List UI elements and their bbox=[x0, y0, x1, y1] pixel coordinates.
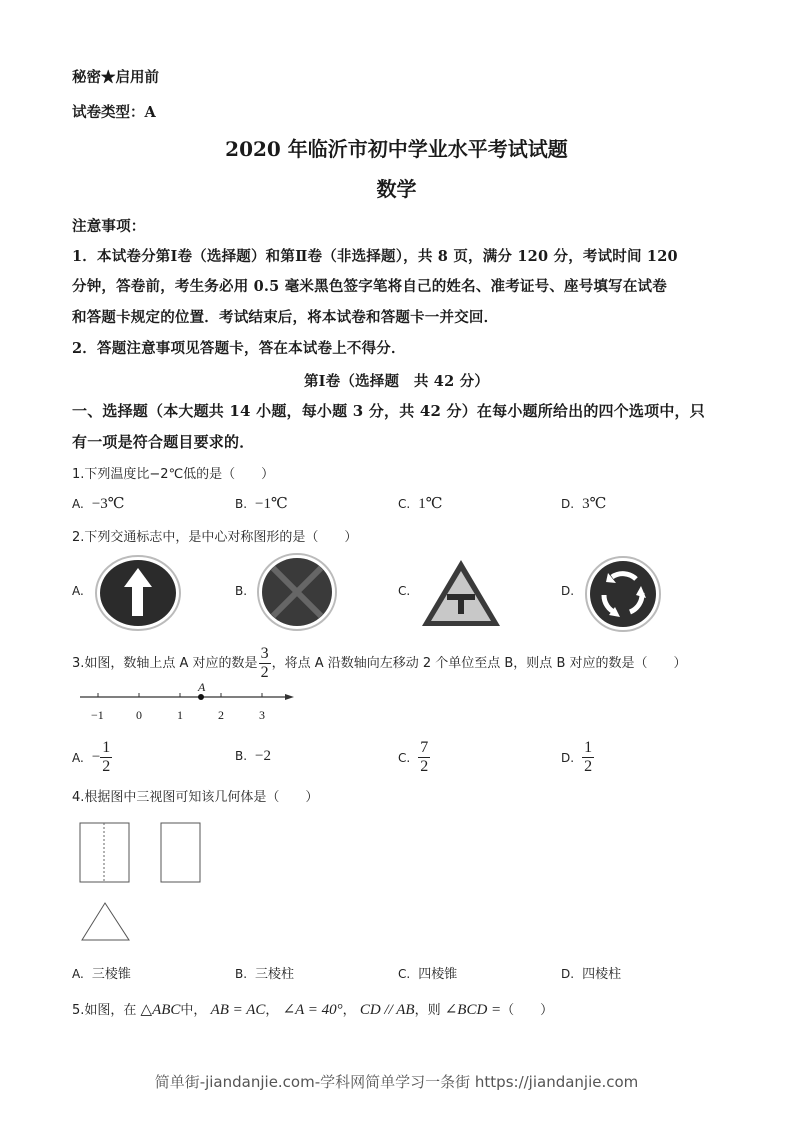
notes-line-4: 2．答题注意事项见答题卡，答在本试卷上不得分． bbox=[72, 340, 406, 357]
fraction: $\frac{1}{2}$ bbox=[584, 739, 593, 775]
q2-option-c[interactable]: C. bbox=[398, 584, 411, 598]
subject-title: 数学 bbox=[376, 177, 417, 201]
tick-label: 3 bbox=[259, 708, 265, 722]
question-4-stem: 4.根据图中三视图可知该几何体是（ ） bbox=[72, 790, 319, 805]
q2-option-a[interactable]: A. bbox=[72, 584, 84, 598]
section-title: 第Ⅰ卷（选择题 共 42 分） bbox=[303, 373, 490, 390]
q4-option-d[interactable]: D. 四棱柱 bbox=[561, 967, 622, 982]
number-line-figure bbox=[78, 680, 298, 725]
q3-option-c[interactable]: C. $\frac{7}{2}$ bbox=[398, 739, 429, 775]
question-1-stem: 1.下列温度比−2℃低的是（ ） bbox=[72, 467, 275, 482]
question-3-stem: 3.如图，数轴上点 A 对应的数是 $\frac{3}{2}$ ，将点 A 沿数轴向左移动 2 个单位至点 B，则点 B 对应的数是（ ） bbox=[72, 645, 687, 681]
fraction: $\frac{1}{2}$ bbox=[102, 739, 111, 775]
q2-option-d[interactable]: D. bbox=[561, 584, 575, 598]
tick-label: −1 bbox=[91, 708, 104, 722]
q3-option-b[interactable]: B. −2 bbox=[235, 748, 272, 764]
section-instruction-2: 有一项是符合题目要求的． bbox=[72, 433, 255, 451]
point-a-label: A bbox=[198, 680, 206, 694]
straight-ahead-sign-icon bbox=[93, 554, 183, 632]
q1-option-c[interactable]: C. 1℃ bbox=[398, 496, 443, 512]
roundabout-sign-icon bbox=[584, 555, 662, 633]
q3-option-d[interactable]: D. $\frac{1}{2}$ bbox=[561, 739, 593, 775]
exam-title: 2020 年临沂市初中学业水平考试试题 bbox=[225, 137, 568, 161]
question-5-stem: 5.如图，在 △ABC中， AB = AC， ∠A = 40°， CD // AB，则 ∠BCD =（ ） bbox=[72, 1002, 554, 1018]
q4-option-b[interactable]: B. 三棱柱 bbox=[235, 967, 295, 982]
notes-heading: 注意事项： bbox=[72, 218, 146, 235]
tick-label: 0 bbox=[136, 708, 142, 722]
notes-line-3: 和答题卡规定的位置．考试结束后，将本试卷和答题卡一并交回． bbox=[72, 309, 499, 326]
secret-label: 秘密★启用前 bbox=[72, 69, 159, 86]
footer-watermark: 简单街-jiandanjie.com-学科网简单学习一条街 https://jiandanjie.com bbox=[154, 1073, 639, 1091]
paper-type: 试卷类型：A bbox=[72, 104, 156, 121]
q4-option-c[interactable]: C. 四棱锥 bbox=[398, 967, 458, 982]
q1-option-b[interactable]: B. −1℃ bbox=[235, 496, 288, 512]
notes-line-2: 分钟，答卷前，考生务必用 0.5 毫米黑色签字笔将自己的姓名、准考证号、座号填写在试卷 bbox=[72, 278, 667, 295]
fraction: $\frac{7}{2}$ bbox=[420, 739, 429, 775]
notes-line-1: 1．本试卷分第Ⅰ卷（选择题）和第Ⅱ卷（非选择题），共 8 页，满分 120 分，考试时间 120 bbox=[72, 248, 678, 265]
tick-label: 1 bbox=[177, 708, 183, 722]
q2-option-b[interactable]: B. bbox=[235, 584, 248, 598]
fraction-3-2: $\frac{3}{2}$ bbox=[260, 645, 269, 681]
no-stopping-x-sign-icon bbox=[256, 552, 338, 632]
q1-option-d[interactable]: D. 3℃ bbox=[561, 496, 607, 512]
t-junction-warning-sign-icon bbox=[419, 557, 503, 629]
question-2-stem: 2.下列交通标志中，是中心对称图形的是（ ） bbox=[72, 530, 358, 545]
q4-option-a[interactable]: A. 三棱锥 bbox=[72, 967, 131, 982]
q1-option-a[interactable]: A. −3℃ bbox=[72, 496, 125, 512]
section-instruction-1: 一、选择题（本大题共 14 小题，每小题 3 分，共 42 分）在每小题所给出的四个选项中，只 bbox=[72, 402, 705, 420]
tick-label: 2 bbox=[218, 708, 224, 722]
three-views-figure bbox=[60, 810, 220, 950]
q3-option-a[interactable]: A. − $\frac{1}{2}$ bbox=[72, 739, 111, 775]
